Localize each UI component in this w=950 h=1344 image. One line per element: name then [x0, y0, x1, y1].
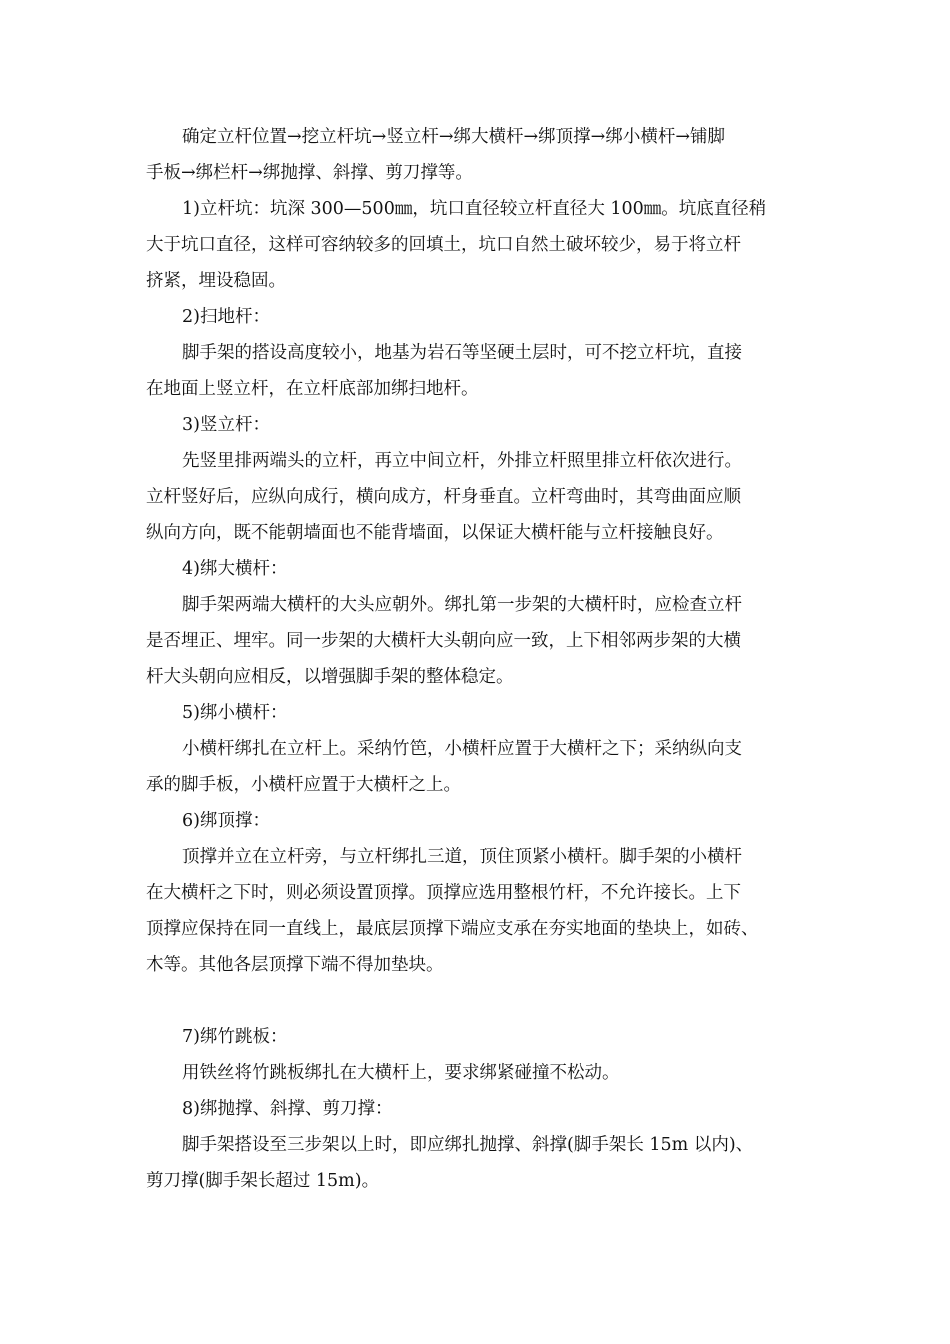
text-line: 大于坑口直径，这样可容纳较多的回填土，坑口自然土破坏较少，易于将立杆: [146, 235, 741, 255]
document-body: [146, 119, 810, 1199]
text-line: 顶撑应保持在同一直线上，最底层顶撑下端应支承在夯实地面的垫块上，如砖、: [146, 919, 759, 939]
text-line: 剪刀撑(脚手架长超过 15m)。: [146, 1171, 380, 1191]
text-line: 杆大头朝向应相反，以增强脚手架的整体稳定。: [146, 667, 514, 687]
text-line: 木等。其他各层顶撑下端不得加垫块。: [146, 955, 444, 975]
blank-line: [146, 983, 810, 1019]
text-line: 挤紧，埋设稳固。: [146, 271, 286, 291]
text-line: 手板→绑栏杆→绑抛撑、斜撑、剪刀撑等。: [146, 163, 473, 183]
text-line: 在地面上竖立杆，在立杆底部加绑扫地杆。: [146, 379, 479, 399]
text-line: 承的脚手板，小横杆应置于大横杆之上。: [146, 775, 461, 795]
text-line: 纵向方向，既不能朝墙面也不能背墙面，以保证大横杆能与立杆接触良好。: [146, 523, 724, 543]
text-line: 立杆竖好后，应纵向成行，横向成方，杆身垂直。立杆弯曲时，其弯曲面应顺: [146, 487, 741, 507]
text-line: 1)立杆坑：坑深 300—500㎜，坑口直径较立杆直径大 100㎜。坑底直径稍: [182, 199, 767, 219]
text-line: 顶撑并立在立杆旁，与立杆绑扎三道，顶住顶紧小横杆。脚手架的小横杆: [182, 847, 742, 867]
text-line: 小横杆绑扎在立杆上。采纳竹笆，小横杆应置于大横杆之下；采纳纵向支: [182, 739, 742, 759]
section-heading: 6)绑顶撑：: [182, 811, 270, 831]
section-heading: 4)绑大横杆：: [182, 559, 288, 579]
text-line: 在大横杆之下时，则必须设置顶撑。顶撑应选用整根竹杆，不允许接长。上下: [146, 883, 741, 903]
section-heading: 5)绑小横杆：: [182, 703, 288, 723]
text-line: 是否埋正、埋牢。同一步架的大横杆大头朝向应一致，上下相邻两步架的大横: [146, 631, 741, 651]
text-line: 脚手架搭设至三步架以上时，即应绑扎抛撑、斜撑(脚手架长 15m 以内)、: [182, 1135, 754, 1155]
text-line: 脚手架的搭设高度较小，地基为岩石等坚硬土层时，可不挖立杆坑，直接: [182, 343, 742, 363]
text-line: 先竖里排两端头的立杆，再立中间立杆，外排立杆照里排立杆依次进行。: [182, 451, 742, 471]
text-line: 确定立杆位置→挖立杆坑→竖立杆→绑大横杆→绑顶撑→绑小横杆→铺脚: [182, 127, 725, 147]
section-heading: 2)扫地杆：: [182, 307, 270, 327]
section-heading: 7)绑竹跳板：: [182, 1027, 288, 1047]
text-line: 脚手架两端大横杆的大头应朝外。绑扎第一步架的大横杆时，应检查立杆: [182, 595, 742, 615]
section-heading: 8)绑抛撑、斜撑、剪刀撑：: [182, 1099, 393, 1119]
text-line: 用铁丝将竹跳板绑扎在大横杆上，要求绑紧碰撞不松动。: [182, 1063, 620, 1083]
section-heading: 3)竖立杆：: [182, 415, 270, 435]
